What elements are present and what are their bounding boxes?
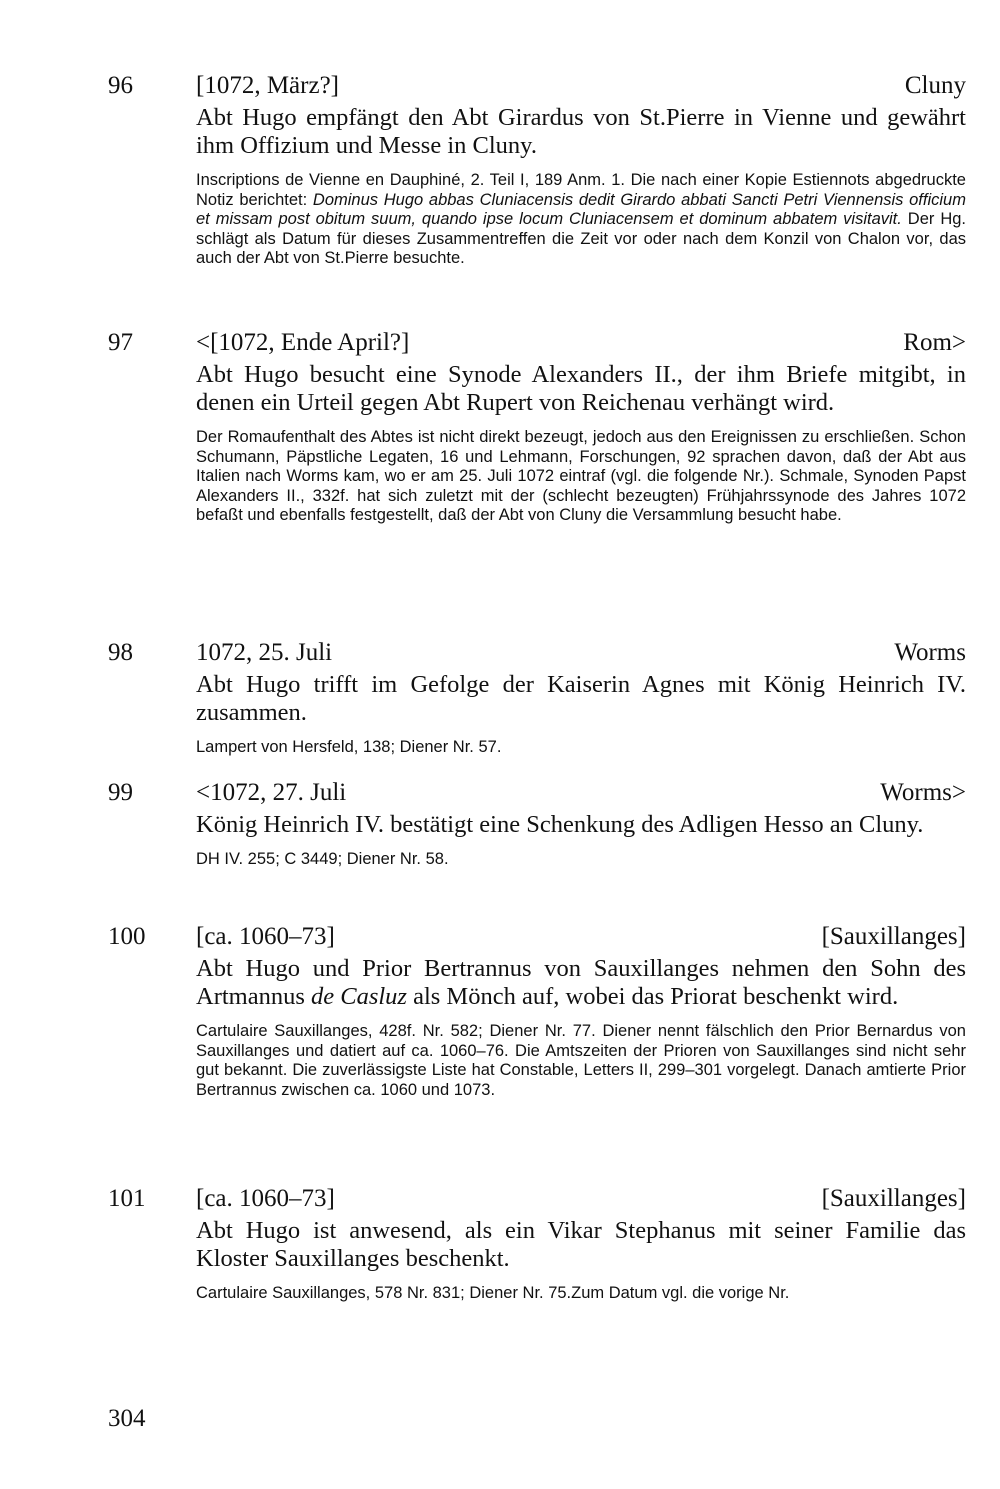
entry-note: Cartulaire Sauxillanges, 578 Nr. 831; Diener Nr. 75.Zum Datum vgl. die vorige Nr. — [196, 1284, 790, 1302]
entry-heading — [108, 323, 966, 363]
entry-heading — [108, 66, 966, 106]
entry-note: Inscriptions de Vienne en Dauphiné, 2. Teil I, 189 Anm. 1. Die nach einer Kopie Estiennots abgedruckte Notiz berichtet: Dominus Hugo abbas Cluniacensis dedit Girardo abbati Sancti Petri Viennensis officium et missam post obitum suum, quando ipse locum Cluniacensem et dominum abbatem visitavit. Der Hg. schlägt als Datum für dieses Zusammentreffen die Zeit vor oder nach dem Konzil von Chalon vor, das auch der Abt von St.Pierre besuchte. — [196, 171, 966, 267]
author-name: Lehmann — [499, 447, 569, 466]
entry-summary: Abt Hugo trifft im Gefolge der Kaiserin Agnes mit König Heinrich IV. zusammen. — [196, 671, 966, 726]
italic-place-name: de Casluz — [311, 983, 407, 1010]
entry-summary: Abt Hugo ist anwesend, als ein Vikar Stephanus mit seiner Familie das Kloster Sauxillanges beschenkt. — [196, 1217, 966, 1272]
page-number: 304 — [108, 1405, 146, 1432]
entry-100 — [108, 917, 966, 1100]
author-name: Schumann — [196, 447, 275, 466]
entry-97 — [108, 323, 966, 526]
entry-heading — [108, 917, 966, 957]
entry-heading — [108, 633, 966, 673]
entry-number: 96 — [108, 72, 133, 99]
entry-summary: König Heinrich IV. bestätigt eine Schenkung des Adligen Hesso an Cluny. — [196, 811, 924, 838]
entry-place: Rom> — [903, 329, 966, 356]
entry-date: <1072, 27. Juli — [196, 779, 347, 806]
entry-note: DH IV. 255; C 3449; Diener Nr. 58. — [196, 850, 449, 868]
entry-place: [Sauxillanges] — [821, 923, 966, 950]
author-name: Diener — [602, 1022, 652, 1040]
author-name: Diener — [469, 1284, 518, 1302]
entry-number: 100 — [108, 923, 146, 950]
entry-place: Worms — [894, 639, 966, 666]
entry-note: Cartulaire Sauxillanges, 428f. Nr. 582; Diener Nr. 77. Diener nennt fälschlich den Prior Bernardus von Sauxillanges und datiert auf ca. 1060–76. Die Amtszeiten der Prioren von Sauxillanges sind nicht sehr gut bekannt. Die zuverlässigste Liste hat Constable, Letters II, 299–301 vorgelegt. Danach amtierte Prior Bertrannus zwischen ca. 1060 und 1073. — [196, 1022, 966, 1099]
author-name: Constable — [499, 1061, 574, 1079]
author-name: Diener — [346, 850, 396, 868]
entry-heading — [108, 773, 966, 813]
entry-101 — [108, 1179, 966, 1304]
entry-date: 1072, 25. Juli — [196, 639, 333, 666]
entry-99 — [108, 773, 966, 870]
entry-summary: Abt Hugo und Prior Bertrannus von Sauxillanges nehmen den Sohn des Artmannus de Casluz als Mönch auf, wobei das Priorat beschenkt wird. — [196, 955, 966, 1010]
author-name: Schmale — [779, 467, 844, 485]
entry-98 — [108, 633, 966, 758]
entry-number: 98 — [108, 639, 133, 666]
entry-place: [Sauxillanges] — [821, 1185, 966, 1212]
author-name: Diener — [399, 738, 449, 756]
entry-note: Der Romaufenthalt des Abtes ist nicht direkt bezeugt, jedoch aus den Ereignissen zu erschließen. Schon Schumann, Päpstliche Legaten, 16 und Lehmann, Forschungen, 92 sprachen davon, daß der Abt aus Italien nach Worms kam, wo er am 25. Juli 1072 eintraf (vgl. die folgende Nr.). Schmale, Synoden Papst Alexanders II., 332f. hat sich zuletzt mit der (schlecht bezeugten) Frühjahrssynode des Jahres 1072 befaßt und ebenfalls festgestellt, daß der Abt von Cluny die Versammlung besucht habe. — [196, 428, 966, 524]
entry-number: 101 — [108, 1185, 146, 1212]
entry-heading — [108, 1179, 966, 1219]
latin-quotation: Dominus Hugo abbas Cluniacensis dedit Girardo abbati Sancti Petri Viennensis officium et missam post obitum suum, quando ipse locum Cluniacensem et dominum abbatem visitavit. — [196, 190, 966, 228]
entry-date: [1072, März?] — [196, 72, 339, 99]
entry-summary: Abt Hugo empfängt den Abt Girardus von St.Pierre in Vienne und gewährt ihm Offizium und Messe in Cluny. — [196, 104, 966, 159]
entry-date: [ca. 1060–73] — [196, 923, 335, 950]
entry-summary: Abt Hugo besucht eine Synode Alexanders II., der ihm Briefe mitgibt, in denen ein Urteil gegen Abt Rupert von Reichenau verhängt wird. — [196, 361, 966, 416]
entry-date: [ca. 1060–73] — [196, 1185, 335, 1212]
entry-place: Cluny — [904, 72, 966, 99]
entry-96 — [108, 66, 966, 269]
entry-number: 99 — [108, 779, 133, 806]
entry-note: Lampert von Hersfeld, 138; Diener Nr. 57. — [196, 738, 502, 756]
entry-number: 97 — [108, 329, 133, 356]
entry-place: Worms> — [880, 779, 966, 806]
author-name: Diener — [489, 1022, 539, 1040]
entry-date: <[1072, Ende April?] — [196, 329, 410, 356]
